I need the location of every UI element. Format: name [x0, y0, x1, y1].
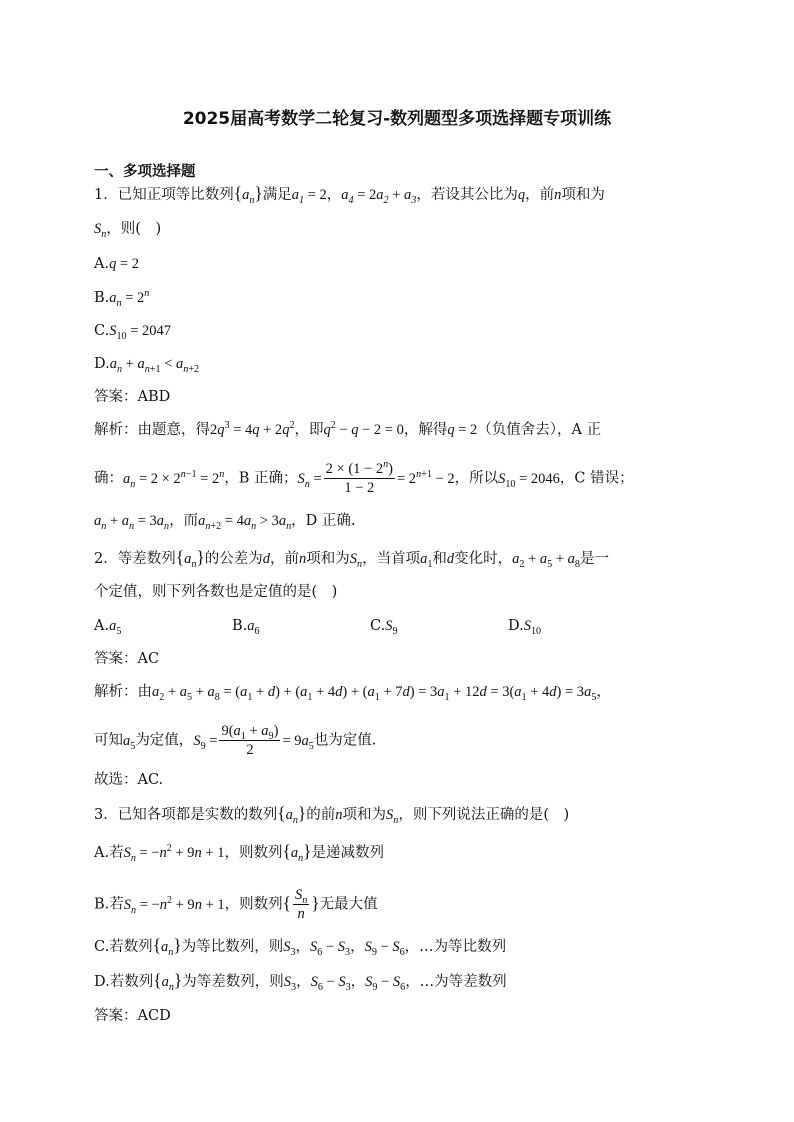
section-heading: 一、多项选择题: [94, 164, 196, 180]
q2-stem-line2: 个定值，则下列各数也是定值的是( ): [94, 584, 338, 600]
q1-solution-line3: $a_n + a_n = 3a_n$，而$a_{n+2} = 4a_n > 3a_n$，D 正确.: [94, 513, 356, 532]
q2-final: 故选：AC.: [94, 772, 164, 788]
q1-solution-line1: 解析：由题意，得$2q^3 = 4q + 2q^2$，即$q^2 - q - 2 = 0$，解得q = 2（负值舍去），A 正: [94, 420, 602, 438]
q3-option-a: A.若$S_n = -n^2 + 9n + 1$，则数列$\{a_n\}$是递减数列: [94, 841, 384, 864]
q2-option-d: $D.S_{10}$: [508, 618, 542, 637]
q2-option-c: $C.S_9$: [370, 618, 398, 637]
q3-answer: 答案：ACD: [94, 1008, 171, 1024]
q1-stem-line1: 1．已知正项等比数列$\{a_n\}$满足$a_1 = 2$，$a_4 = 2a_2 + a_3$，若设其公比为q，前n项和为: [94, 183, 605, 206]
q3-option-d: D.若数列$\{a_n\}$为等差数列，则$S_3$，$S_6 - S_3$，$S_9 - S_6$，…为等差数列: [94, 970, 507, 993]
q2-stem-line1: 2．等差数列$\{a_n\}$的公差为d，前n项和为$S_n$，当首项$a_1$和d变化时，$a_2 + a_5 + a_8$是一: [94, 547, 609, 570]
q1-answer: 答案：ABD: [94, 389, 171, 405]
q3-option-c: C.若数列$\{a_n\}$为等比数列，则$S_3$，$S_6 - S_3$，$S_9 - S_6$，…为等比数列: [94, 935, 507, 958]
q3-stem: 3．已知各项都是实数的数列$\{a_n\}$的前n项和为$S_n$，则下列说法正确的是( ): [94, 803, 570, 826]
q2-solution-line1: 解析：由$a_2 + a_5 + a_8 = (a_1 + d) + (a_1 + 4d) + (a_1 + 7d) = 3a_1 + 12d = 3(a_1 + 4d) = 3a_5$，: [94, 684, 611, 703]
q2-option-a: $A.a_5$: [94, 618, 122, 637]
q1-option-c: $C.S_{10} = 2047$: [94, 323, 171, 342]
q2-option-b: $B.a_6$: [232, 618, 260, 637]
q1-stem-line2: $S_n$，则( ): [94, 221, 162, 240]
q1-option-b: $B.a_n = 2^n$: [94, 288, 150, 309]
document-title: 2025届高考数学二轮复习-数列题型多项选择题专项训练: [182, 109, 612, 129]
q2-options: [94, 617, 646, 635]
q1-option-d: $D.a_n + a_{n+1} < a_{n+2}$: [94, 356, 200, 375]
q1-solution-line2: 确：$a_n = 2 \times 2^{n-1} = 2^n$，B 正确；$S_n$ = $\frac{2 \times (1 - 2^n)}{1 - 2}$ = $2^{n+1} - 2$，所以$S_{10} = 2046$，C 错误；: [94, 459, 634, 496]
q2-solution-line2: 可知$a_5$为定值，$S_9$ = $\frac{9(a_1 + a_9)}{2}$ = $9a_5$也为定值.: [94, 723, 377, 758]
q1-option-a: A.q = 2: [94, 256, 140, 272]
q2-answer: 答案：AC: [94, 651, 160, 667]
q3-option-b: B.若$S_n = -n^2 + 9n + 1$，则数列{ $\frac{S_n}{n}$ }无最大值: [94, 887, 378, 922]
